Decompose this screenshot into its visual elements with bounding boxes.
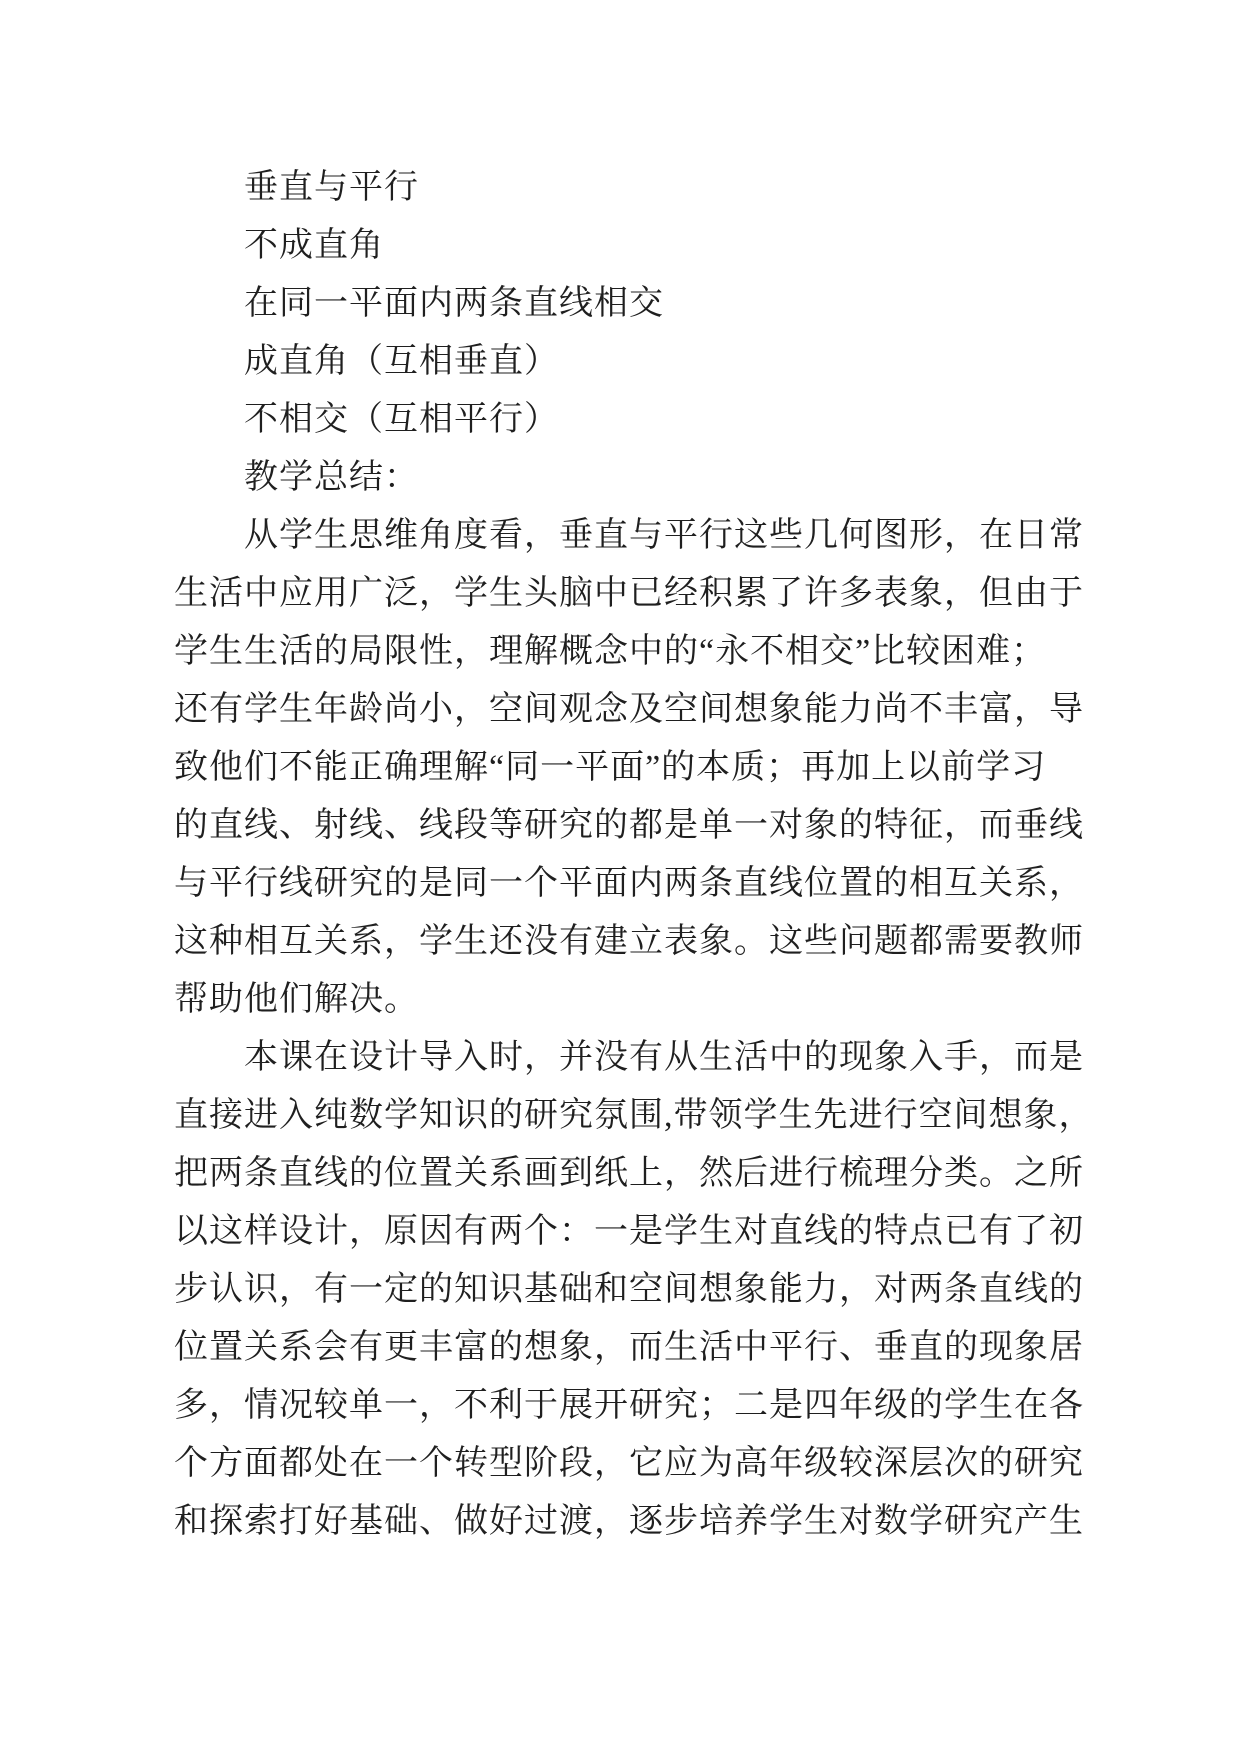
text-line-19: 以这样设计，原因有两个：一是学生对直线的特点已有了初 (174, 1213, 1084, 1250)
document-body (174, 159, 1094, 1551)
text-line-12: 的直线、射线、线段等研究的都是单一对象的特征，而垂线 (174, 807, 1084, 844)
text-line-20: 步认识，有一定的知识基础和空间想象能力，对两条直线的 (174, 1271, 1084, 1308)
text-line-8: 生活中应用广泛，学生头脑中已经积累了许多表象，但由于 (174, 575, 1084, 612)
text-line-13: 与平行线研究的是同一个平面内两条直线位置的相互关系， (174, 865, 1084, 902)
text-line-2: 不成直角 (244, 227, 384, 264)
text-line-16: 本课在设计导入时，并没有从生活中的现象入手，而是 (244, 1039, 1084, 1076)
text-line-23: 个方面都处在一个转型阶段，它应为高年级较深层次的研究 (174, 1445, 1084, 1482)
text-line-7: 从学生思维角度看，垂直与平行这些几何图形，在日常 (244, 517, 1084, 554)
text-line-11: 致他们不能正确理解“同一平面”的本质；再加上以前学习 (174, 749, 1047, 786)
text-line-4: 成直角（互相垂直） (244, 343, 559, 380)
text-line-18: 把两条直线的位置关系画到纸上，然后进行梳理分类。之所 (174, 1155, 1084, 1192)
text-line-15: 帮助他们解决。 (174, 981, 419, 1018)
text-line-5: 不相交（互相平行） (244, 401, 559, 438)
text-line-1: 垂直与平行 (244, 169, 419, 206)
text-line-22: 多，情况较单一，不利于展开研究；二是四年级的学生在各 (174, 1387, 1084, 1424)
text-line-17: 直接进入纯数学知识的研究氛围,带领学生先进行空间想象， (174, 1097, 1094, 1134)
text-line-14: 这种相互关系，学生还没有建立表象。这些问题都需要教师 (174, 923, 1084, 960)
text-line-9: 学生生活的局限性，理解概念中的“永不相交”比较困难； (174, 633, 1047, 670)
text-line-6: 教学总结： (244, 459, 419, 496)
text-line-10: 还有学生年龄尚小，空间观念及空间想象能力尚不丰富，导 (174, 691, 1084, 728)
text-line-3: 在同一平面内两条直线相交 (244, 285, 664, 322)
text-line-21: 位置关系会有更丰富的想象，而生活中平行、垂直的现象居 (174, 1329, 1084, 1366)
text-line-24: 和探索打好基础、做好过渡，逐步培养学生对数学研究产生 (174, 1503, 1084, 1540)
